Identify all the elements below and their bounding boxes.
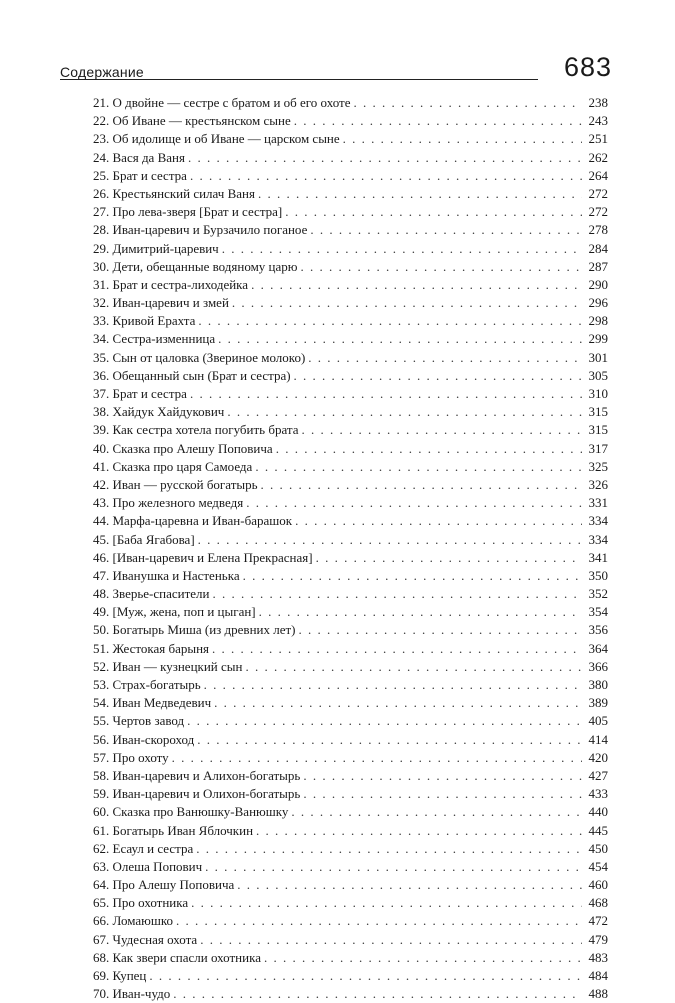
toc-entry xyxy=(93,185,608,203)
toc-entry-page: 278 xyxy=(588,222,608,238)
dot-leader xyxy=(258,185,582,203)
toc-entry xyxy=(93,640,608,658)
toc-entry-page: 454 xyxy=(588,858,608,874)
toc-entry-page: 299 xyxy=(588,331,608,347)
dot-leader xyxy=(259,603,582,621)
dot-leader xyxy=(299,621,583,639)
toc-entry-title: 21. О двойне — сестре с братом и об его охоте xyxy=(93,94,354,112)
toc-entry-page: 243 xyxy=(588,113,608,129)
dot-leader xyxy=(343,130,582,148)
toc-entry-title: 25. Брат и сестра xyxy=(93,167,190,185)
toc-entry-title: 47. Иванушка и Настенька xyxy=(93,567,243,585)
toc-entry xyxy=(93,840,608,858)
dot-leader xyxy=(276,440,582,458)
toc-entry xyxy=(93,112,608,130)
toc-entry-title: 58. Иван-царевич и Алихон-богатырь xyxy=(93,767,303,785)
toc-entry-page: 301 xyxy=(588,349,608,365)
toc-entry xyxy=(93,312,608,330)
toc-entry-page: 264 xyxy=(588,167,608,183)
dot-leader xyxy=(255,458,582,476)
dot-leader xyxy=(198,531,582,549)
toc-entry-page: 350 xyxy=(588,567,608,583)
toc-entry xyxy=(93,385,608,403)
dot-leader xyxy=(295,512,582,530)
toc-entry-page: 238 xyxy=(588,95,608,110)
toc-entry-title: 59. Иван-царевич и Олихон-богатырь xyxy=(93,785,303,803)
toc-entry-title: 31. Брат и сестра-лиходейка xyxy=(93,276,251,294)
toc-entry xyxy=(93,803,608,821)
toc-entry xyxy=(93,603,608,621)
toc-entry-page: 460 xyxy=(588,877,608,893)
toc-entry-title: 61. Богатырь Иван Яблочкин xyxy=(93,822,256,840)
table-of-contents xyxy=(93,94,608,1003)
toc-entry-page: 468 xyxy=(588,895,608,911)
toc-entry-title: 56. Иван-скороход xyxy=(93,731,197,749)
dot-leader xyxy=(256,822,582,840)
toc-entry xyxy=(93,749,608,767)
toc-entry-title: 38. Хайдук Хайдукович xyxy=(93,403,227,421)
toc-entry-title: 60. Сказка про Ванюшку-Ванюшку xyxy=(93,803,291,821)
toc-entry-page: 331 xyxy=(588,495,608,511)
toc-entry-page: 445 xyxy=(588,822,608,838)
toc-entry-page: 298 xyxy=(588,313,608,329)
toc-entry-page: 251 xyxy=(588,131,608,147)
toc-entry-title: 44. Марфа-царевна и Иван-барашок xyxy=(93,512,295,530)
toc-entry xyxy=(93,476,608,494)
toc-entry xyxy=(93,967,608,985)
dot-leader xyxy=(190,167,582,185)
toc-entry-title: 27. Про лева-зверя [Брат и сестра] xyxy=(93,203,285,221)
toc-entry-page: 305 xyxy=(588,367,608,383)
toc-entry-title: 68. Как звери спасли охотника xyxy=(93,949,264,967)
toc-entry-title: 22. Об Иване — крестьянском сыне xyxy=(93,112,294,130)
toc-entry xyxy=(93,458,608,476)
toc-entry-title: 26. Крестьянский силач Ваня xyxy=(93,185,258,203)
toc-entry-title: 67. Чудесная охота xyxy=(93,931,200,949)
toc-entry xyxy=(93,985,608,1003)
toc-entry xyxy=(93,785,608,803)
toc-entry-page: 472 xyxy=(588,913,608,929)
toc-entry-page: 272 xyxy=(588,185,608,201)
dot-leader xyxy=(173,985,582,1003)
toc-entry-title: 54. Иван Медведевич xyxy=(93,694,214,712)
toc-entry xyxy=(93,531,608,549)
toc-entry-page: 354 xyxy=(588,604,608,620)
dot-leader xyxy=(188,149,582,167)
dot-leader xyxy=(243,567,582,585)
page-number: 683 xyxy=(563,52,612,82)
toc-entry xyxy=(93,731,608,749)
toc-entry xyxy=(93,349,608,367)
toc-entry-page: 433 xyxy=(588,786,608,802)
toc-entry-page: 488 xyxy=(588,986,608,1002)
toc-entry-title: 43. Про железного медведя xyxy=(93,494,246,512)
toc-entry xyxy=(93,440,608,458)
toc-entry-title: 33. Кривой Ерахта xyxy=(93,312,198,330)
dot-leader xyxy=(200,931,582,949)
toc-entry xyxy=(93,912,608,930)
dot-leader xyxy=(303,785,582,803)
toc-entry-page: 414 xyxy=(588,731,608,747)
toc-entry-title: 51. Жестокая барыня xyxy=(93,640,212,658)
dot-leader xyxy=(176,912,582,930)
toc-entry-title: 48. Зверье-спасители xyxy=(93,585,213,603)
toc-entry-page: 317 xyxy=(588,440,608,456)
toc-entry xyxy=(93,258,608,276)
toc-entry xyxy=(93,330,608,348)
toc-entry xyxy=(93,421,608,439)
toc-entry-page: 405 xyxy=(588,713,608,729)
dot-leader xyxy=(264,949,582,967)
toc-entry xyxy=(93,221,608,239)
dot-leader xyxy=(251,276,582,294)
toc-entry-title: 28. Иван-царевич и Бурзачило поганое xyxy=(93,221,310,239)
header-rule xyxy=(60,79,538,80)
toc-entry-page: 420 xyxy=(588,749,608,765)
dot-leader xyxy=(310,221,582,239)
toc-entry xyxy=(93,94,608,112)
toc-entry-page: 287 xyxy=(588,258,608,274)
toc-entry-page: 356 xyxy=(588,622,608,638)
toc-entry-page: 366 xyxy=(588,658,608,674)
toc-entry-page: 272 xyxy=(588,204,608,220)
toc-entry-page: 440 xyxy=(588,804,608,820)
toc-entry xyxy=(93,494,608,512)
toc-entry-title: 52. Иван — кузнецкий сын xyxy=(93,658,245,676)
toc-entry-page: 334 xyxy=(588,513,608,529)
toc-entry-page: 310 xyxy=(588,386,608,401)
toc-entry-page: 352 xyxy=(588,586,608,602)
toc-entry-title: 37. Брат и сестра xyxy=(93,385,190,403)
dot-leader xyxy=(227,403,582,421)
toc-entry-page: 334 xyxy=(588,531,608,547)
dot-leader xyxy=(303,767,582,785)
toc-entry-title: 62. Есаул и сестра xyxy=(93,840,196,858)
toc-entry-title: 63. Олеша Попович xyxy=(93,858,205,876)
toc-entry xyxy=(93,203,608,221)
toc-entry xyxy=(93,658,608,676)
toc-entry-page: 484 xyxy=(588,968,608,983)
toc-entry-page: 284 xyxy=(588,240,608,256)
toc-entry-page: 290 xyxy=(588,276,608,292)
dot-leader xyxy=(190,385,582,403)
toc-entry-title: 29. Димитрий-царевич xyxy=(93,240,222,258)
toc-entry-title: 40. Сказка про Алешу Поповича xyxy=(93,440,276,458)
dot-leader xyxy=(212,640,582,658)
toc-entry-title: 42. Иван — русской богатырь xyxy=(93,476,261,494)
toc-entry-page: 296 xyxy=(588,295,608,311)
toc-entry-page: 450 xyxy=(588,840,608,856)
toc-entry-title: 23. Об идолище и об Иване — царском сыне xyxy=(93,130,343,148)
dot-leader xyxy=(196,840,582,858)
dot-leader xyxy=(294,367,582,385)
dot-leader xyxy=(316,549,582,567)
dot-leader xyxy=(302,421,583,439)
toc-entry xyxy=(93,276,608,294)
toc-entry-title: 49. [Муж, жена, поп и цыган] xyxy=(93,603,259,621)
toc-entry xyxy=(93,240,608,258)
toc-entry xyxy=(93,149,608,167)
toc-entry-title: 45. [Баба Ягабова] xyxy=(93,531,198,549)
dot-leader xyxy=(301,258,583,276)
toc-entry xyxy=(93,567,608,585)
toc-entry xyxy=(93,130,608,148)
dot-leader xyxy=(213,585,583,603)
toc-entry-page: 483 xyxy=(588,949,608,965)
toc-entry-title: 36. Обещанный сын (Брат и сестра) xyxy=(93,367,294,385)
dot-leader xyxy=(218,330,582,348)
toc-entry xyxy=(93,585,608,603)
toc-entry-title: 53. Страх-богатырь xyxy=(93,676,204,694)
toc-entry xyxy=(93,858,608,876)
dot-leader xyxy=(187,712,582,730)
toc-entry xyxy=(93,294,608,312)
toc-entry-page: 315 xyxy=(588,404,608,420)
toc-entry xyxy=(93,367,608,385)
toc-entry xyxy=(93,767,608,785)
dot-leader xyxy=(354,94,582,112)
dot-leader xyxy=(308,349,582,367)
toc-entry-title: 34. Сестра-изменница xyxy=(93,330,218,348)
toc-entry-page: 341 xyxy=(588,549,608,565)
toc-entry xyxy=(93,676,608,694)
toc-entry xyxy=(93,822,608,840)
toc-entry-title: 66. Ломаюшко xyxy=(93,912,176,930)
dot-leader xyxy=(149,967,582,985)
toc-entry-title: 46. [Иван-царевич и Елена Прекрасная] xyxy=(93,549,316,567)
dot-leader xyxy=(222,240,582,258)
dot-leader xyxy=(285,203,582,221)
toc-entry xyxy=(93,694,608,712)
toc-entry-title: 35. Сын от цаловка (Звериное молоко) xyxy=(93,349,308,367)
dot-leader xyxy=(261,476,582,494)
toc-entry-page: 262 xyxy=(588,149,608,165)
toc-entry-title: 39. Как сестра хотела погубить брата xyxy=(93,421,302,439)
toc-entry-page: 427 xyxy=(588,767,608,783)
toc-entry xyxy=(93,894,608,912)
toc-entry-title: 24. Вася да Ваня xyxy=(93,149,188,167)
toc-entry-title: 57. Про охоту xyxy=(93,749,172,767)
dot-leader xyxy=(172,749,582,767)
toc-entry xyxy=(93,876,608,894)
toc-entry-title: 55. Чертов завод xyxy=(93,712,187,730)
toc-entry-title: 50. Богатырь Миша (из древних лет) xyxy=(93,621,299,639)
toc-entry-title: 69. Купец xyxy=(93,967,149,985)
toc-entry xyxy=(93,621,608,639)
toc-entry-title: 65. Про охотника xyxy=(93,894,191,912)
toc-entry-page: 479 xyxy=(588,931,608,947)
dot-leader xyxy=(191,894,582,912)
dot-leader xyxy=(205,858,582,876)
toc-entry-title: 64. Про Алешу Поповича xyxy=(93,876,237,894)
dot-leader xyxy=(246,494,582,512)
toc-entry xyxy=(93,403,608,421)
toc-entry xyxy=(93,167,608,185)
toc-entry xyxy=(93,712,608,730)
dot-leader xyxy=(291,803,582,821)
toc-entry xyxy=(93,512,608,530)
toc-entry-page: 389 xyxy=(588,695,608,711)
toc-entry xyxy=(93,931,608,949)
toc-entry xyxy=(93,949,608,967)
dot-leader xyxy=(198,312,582,330)
toc-entry-page: 326 xyxy=(588,476,608,492)
toc-entry-page: 380 xyxy=(588,677,608,692)
dot-leader xyxy=(214,694,582,712)
toc-entry-page: 315 xyxy=(588,422,608,438)
dot-leader xyxy=(197,731,582,749)
toc-entry-title: 32. Иван-царевич и змей xyxy=(93,294,232,312)
dot-leader xyxy=(245,658,582,676)
toc-entry-page: 325 xyxy=(588,458,608,474)
toc-entry-title: 41. Сказка про царя Самоеда xyxy=(93,458,255,476)
toc-entry xyxy=(93,549,608,567)
dot-leader xyxy=(232,294,582,312)
running-header xyxy=(60,52,612,84)
dot-leader xyxy=(237,876,582,894)
toc-entry-title: 30. Дети, обещанные водяному царю xyxy=(93,258,301,276)
toc-entry-page: 364 xyxy=(588,640,608,656)
dot-leader xyxy=(294,112,582,130)
section-title: Содержание xyxy=(60,64,144,80)
dot-leader xyxy=(204,676,582,694)
toc-entry-title: 70. Иван-чудо xyxy=(93,985,173,1003)
